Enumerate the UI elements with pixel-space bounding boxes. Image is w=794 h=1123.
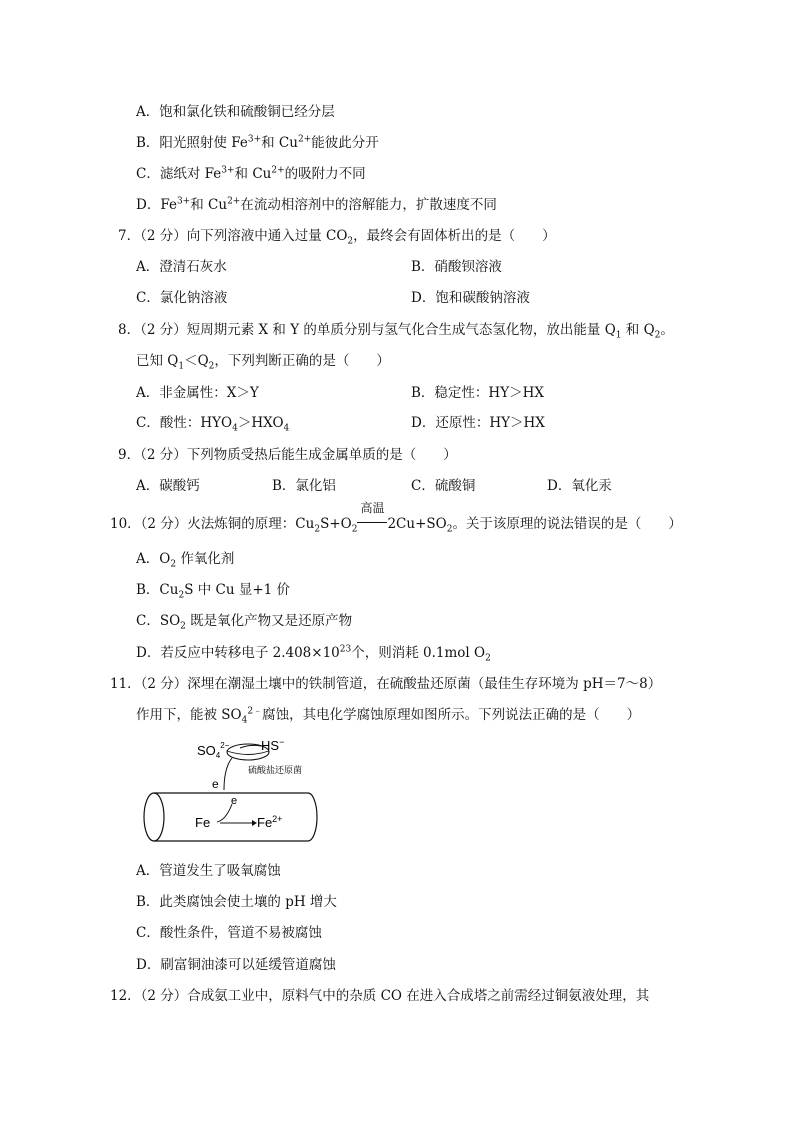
q9-option-d: D．氧化汞: [547, 478, 612, 494]
question-11-stem-cont: 作用下，能被 $SO_4^{2﹣}$腐蚀，其电化学腐蚀原理如图所示。下列说法正确的是（ ）: [136, 706, 641, 726]
q10-option-c: C．$SO_2$ 既是氧化产物又是还原产物: [136, 613, 353, 632]
q10-option-a: A．$O_2$ 作氧化剂: [136, 551, 235, 570]
q9-option-b: B．氯化铝: [272, 478, 336, 494]
label-so4: $SO_4^{2-}$: [197, 741, 230, 760]
electron-path-fe: [217, 804, 232, 822]
q10-option-d: D．若反应中转移电子 $2.408\times 10^{23}$个，则消耗 0.1mol $O_2$: [136, 644, 491, 664]
question-11-stem: 11．（2 分）深埋在潮湿土壤中的铁制管道，在硫酸盐还原菌（最佳生存环境为 pH＝7～8）: [110, 676, 662, 692]
label-e2: e: [231, 795, 238, 807]
q10-option-b: B．$Cu_2S$ 中 Cu 显+1 价: [136, 582, 291, 601]
q7-option-b: B．硝酸钡溶液: [411, 259, 502, 275]
q8-option-a: A．非金属性：X＞Y: [136, 385, 259, 401]
pipe-end: [144, 793, 164, 841]
label-bacteria: 硫酸盐还原菌: [248, 765, 303, 775]
question-7-stem: 7．（2 分）向下列溶液中通入过量 $CO_2$，最终会有固体析出的是（ ）: [118, 228, 556, 247]
question-8-stem-cont: 已知 $Q_1<Q_2$，下列判断正确的是（ ）: [136, 353, 390, 372]
label-e1: e: [212, 777, 219, 791]
label-fe: Fe: [195, 815, 211, 830]
option-c: C．滤纸对 $Fe^{3+}$和 $Cu^{2+}$的吸附力不同: [136, 165, 366, 182]
q11-option-c: C．酸性条件，管道不易被腐蚀: [136, 925, 322, 941]
electron-path-up: [224, 758, 232, 790]
q9-option-c: C．硫酸铜: [411, 478, 476, 494]
q8-option-d: D．还原性：HY＞HX: [411, 415, 545, 431]
label-fe2: $Fe^{2+}$: [257, 814, 283, 830]
q8-option-b: B．稳定性：HY＞HX: [411, 385, 544, 401]
q7-option-c: C．氯化钠溶液: [136, 290, 228, 306]
reaction-arrow-top: [240, 745, 261, 748]
question-9-stem: 9．（2 分）下列物质受热后能生成金属单质的是（ ）: [118, 447, 457, 463]
q11-option-a: A．管道发生了吸氧腐蚀: [136, 863, 281, 879]
option-b: B．阳光照射使 $Fe^{3+}$和 $Cu^{2+}$能彼此分开: [136, 134, 379, 151]
q7-option-a: A．澄清石灰水: [136, 259, 227, 275]
option-d: D．$Fe^{3+}$和 $Cu^{2+}$在流动相溶剂中的溶解能力，扩散速度不同: [136, 196, 497, 213]
question-8-stem: 8．（2 分）短周期元素 X 和 Y 的单质分别与氢气化合生成气态氢化物，放出能量 $Q_1$ 和 $Q_2$。: [118, 322, 674, 341]
q7-option-d: D．饱和碳酸钠溶液: [411, 290, 530, 306]
question-12-stem: 12．（2 分）合成氨工业中，原料气中的杂质 CO 在进入合成塔之前需经过铜氨液处理，其: [110, 988, 650, 1004]
label-hs: HS−: [261, 738, 285, 753]
option-a: A．饱和氯化铁和硫酸铜已经分层: [136, 104, 335, 120]
q9-option-a: A．碳酸钙: [136, 478, 200, 494]
question-10-stem: 10．（2 分）火法炼铜的原理：$Cu_2S+O_2$ 高温 $2Cu+SO_2$。关于该原理的说法错误的是（ ）: [110, 501, 682, 535]
q11-option-b: B．此类腐蚀会使土壤的 pH 增大: [136, 894, 337, 910]
q8-option-c: C．酸性：$HYO_4>HXO_4$: [136, 415, 290, 434]
reaction-arrow: 高温: [357, 515, 387, 533]
corrosion-diagram: [140, 738, 330, 848]
q11-option-d: D．刷富铜油漆可以延缓管道腐蚀: [136, 957, 336, 973]
